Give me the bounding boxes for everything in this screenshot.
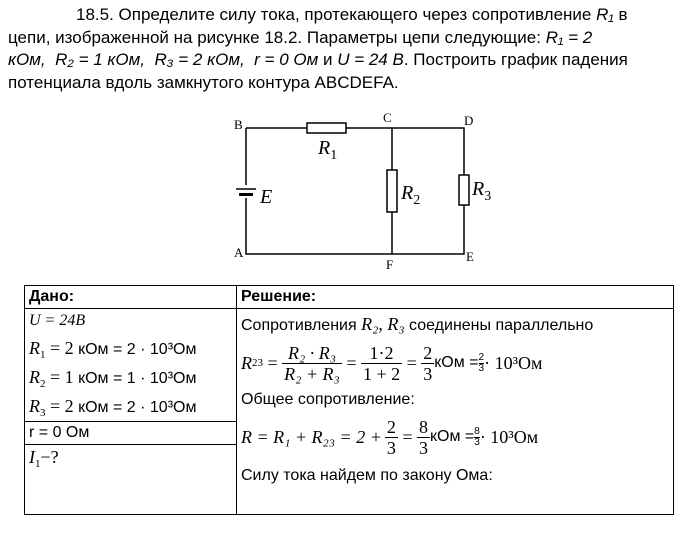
node-e: E [466,249,474,264]
problem-and: и [318,50,338,69]
given-r1: $R_1 = 2$ кОм = 2 · 10³Ом [29,338,197,361]
param-r1-unit: кОм, [8,50,46,69]
given-r3: $R_3 = 2$ кОм = 2 · 10³Ом [29,396,197,419]
solution-header: Решение: [237,286,674,309]
resistor-r3 [459,175,469,205]
param-r1: R₁ = 2 [545,27,593,47]
problem-number: 18.5. [76,5,114,24]
problem-r1: R₁ [596,5,614,24]
find-i1: $I_1-$? [25,444,236,470]
battery-icon [236,189,256,196]
given-column [25,309,237,515]
node-d: D [464,113,474,128]
label-r2: $R_2$ [401,182,421,208]
circuit-diagram [220,112,510,272]
problem-statement [8,4,672,94]
given-header: Дано: [25,286,237,309]
given-r-internal: r = 0 Ом [25,421,236,444]
given-solution-table [24,285,674,515]
problem-text: Определите силу тока, протекающего через сопротивление [118,5,597,24]
solution-step-4: R = R₁ + R₂₃ = 2 + $\frac{2}{3}$ = $\frac{8}{3}$ кОм = $\frac{8}{3}$ · 10³Ом [241,416,539,458]
resistor-r2 [387,170,397,212]
label-emf: E [260,186,273,208]
solution-column [237,309,674,515]
node-a: A [234,245,244,260]
param-u: U = 24 В [337,50,404,69]
solution-step-3: Общее сопротивление: [241,391,415,408]
node-f: F [386,257,394,272]
label-r1: $R_1$ [318,137,338,163]
param-r2: R₂ = 1 кОм, [55,50,146,69]
problem-text-3: . Построить график падения [403,50,628,69]
problem-text-4: потенциала вдоль замкнутого контура ABCDEFA. [8,72,399,92]
given-u: U = 24B [29,312,86,329]
solution-step-2: R 23 = $\frac{\text{R₂ · R₃}}{\text{R₂ + R₃}}$ = $\frac{1\cdot 2}{1 + 2}$ = $\frac{2}{3}$ кОм = $\frac{2}{3}$ · 10³Ом [241,342,543,384]
solution-step-1: Сопротивления R₂, R₃ соединены параллельно [241,314,594,334]
param-r: r = 0 Ом [254,50,319,69]
problem-text-end: в [613,5,628,24]
resistor-r1 [307,123,346,133]
label-r3: $R_3$ [472,178,492,204]
param-r3: R₃ = 2 кОм, [154,50,245,69]
node-c: C [383,112,392,125]
node-b: B [234,117,243,132]
problem-text-2: цепи, изображенной на рисунке 18.2. Параметры цепи следующие: [8,27,546,47]
given-r2: $R_2 = 1$ кОм = 1 · 10³Ом [29,367,197,390]
solution-step-5: Силу тока найдем по закону Ома: [241,467,493,484]
